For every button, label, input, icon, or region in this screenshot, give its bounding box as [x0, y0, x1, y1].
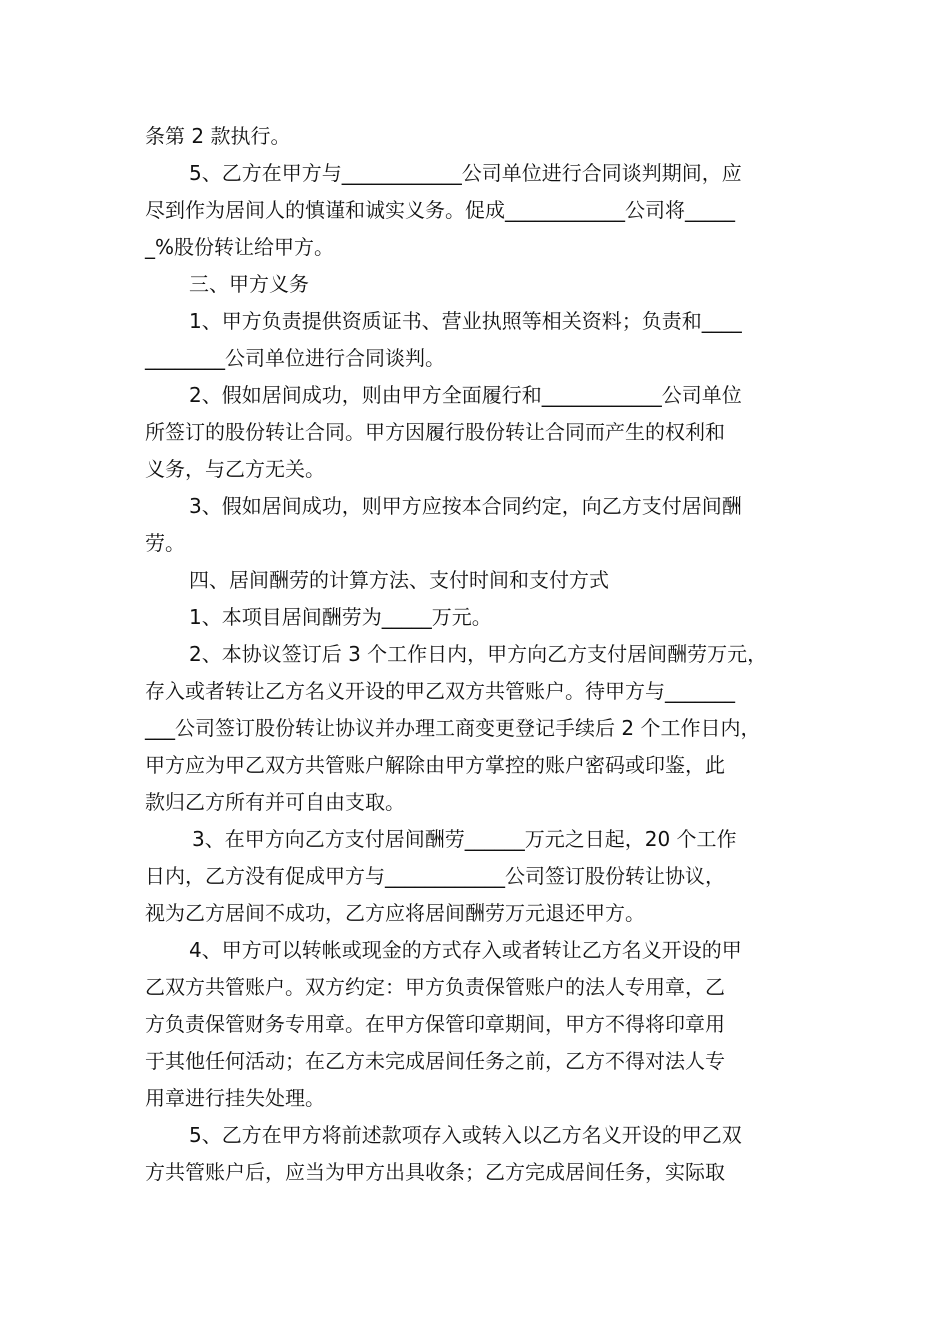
text-line: 用章进行挂失处理。 — [145, 1086, 325, 1110]
text-line: ________公司单位进行合同谈判。 — [145, 346, 445, 370]
text-line: 方共管账户后，应当为甲方出具收条；乙方完成居间任务，实际取 — [145, 1160, 725, 1184]
text-line: 甲方应为甲乙双方共管账户解除由甲方掌控的账户密码或印鉴，此 — [145, 753, 725, 777]
text-line: 存入或者转让乙方名义开设的甲乙双方共管账户。待甲方与_______ — [145, 679, 735, 703]
text-line: 条第 2 款执行。 — [145, 124, 291, 148]
text-line: 所签订的股份转让合同。甲方因履行股份转让合同而产生的权利和 — [145, 420, 725, 444]
text-line: 于其他任何活动；在乙方未完成居间任务之前，乙方不得对法人专 — [145, 1049, 725, 1073]
text-line: 方负责保管财务专用章。在甲方保管印章期间，甲方不得将印章用 — [145, 1012, 725, 1036]
text-line: 3、假如居间成功，则甲方应按本合同约定，向乙方支付居间酬 — [189, 494, 742, 518]
text-line: ___公司签订股份转让协议并办理工商变更登记手续后 2 个工作日内， — [145, 716, 761, 740]
text-line: 视为乙方居间不成功，乙方应将居间酬劳万元退还甲方。 — [145, 901, 645, 925]
text-line: 4、甲方可以转帐或现金的方式存入或者转让乙方名义开设的甲 — [189, 938, 742, 962]
text-line: 日内，乙方没有促成甲方与____________公司签订股份转让协议， — [145, 864, 725, 888]
text-line: 款归乙方所有并可自由支取。 — [145, 790, 405, 814]
text-line: 5、乙方在甲方与____________公司单位进行合同谈判期间，应 — [189, 161, 742, 185]
text-line: 3、在甲方向乙方支付居间酬劳______万元之日起，20 个工作 — [192, 827, 737, 851]
text-line: 义务，与乙方无关。 — [145, 457, 325, 481]
text-line: _%股份转让给甲方。 — [145, 235, 335, 259]
text-line: 1、本项目居间酬劳为_____万元。 — [189, 605, 492, 629]
text-line: 2、假如居间成功，则由甲方全面履行和____________公司单位 — [189, 383, 742, 407]
text-line: 乙双方共管账户。双方约定：甲方负责保管账户的法人专用章，乙 — [145, 975, 725, 999]
text-line: 尽到作为居间人的慎谨和诚实义务。促成____________公司将_____ — [145, 198, 735, 222]
text-line: 劳。 — [145, 531, 185, 555]
text-line: 1、甲方负责提供资质证书、营业执照等相关资料；负责和____ — [189, 309, 742, 333]
section-heading: 三、甲方义务 — [189, 272, 309, 296]
section-heading: 四、居间酬劳的计算方法、支付时间和支付方式 — [189, 568, 609, 592]
text-line: 5、乙方在甲方将前述款项存入或转入以乙方名义开设的甲乙双 — [189, 1123, 742, 1147]
text-line: 2、本协议签订后 3 个工作日内，甲方向乙方支付居间酬劳万元， — [189, 642, 768, 666]
